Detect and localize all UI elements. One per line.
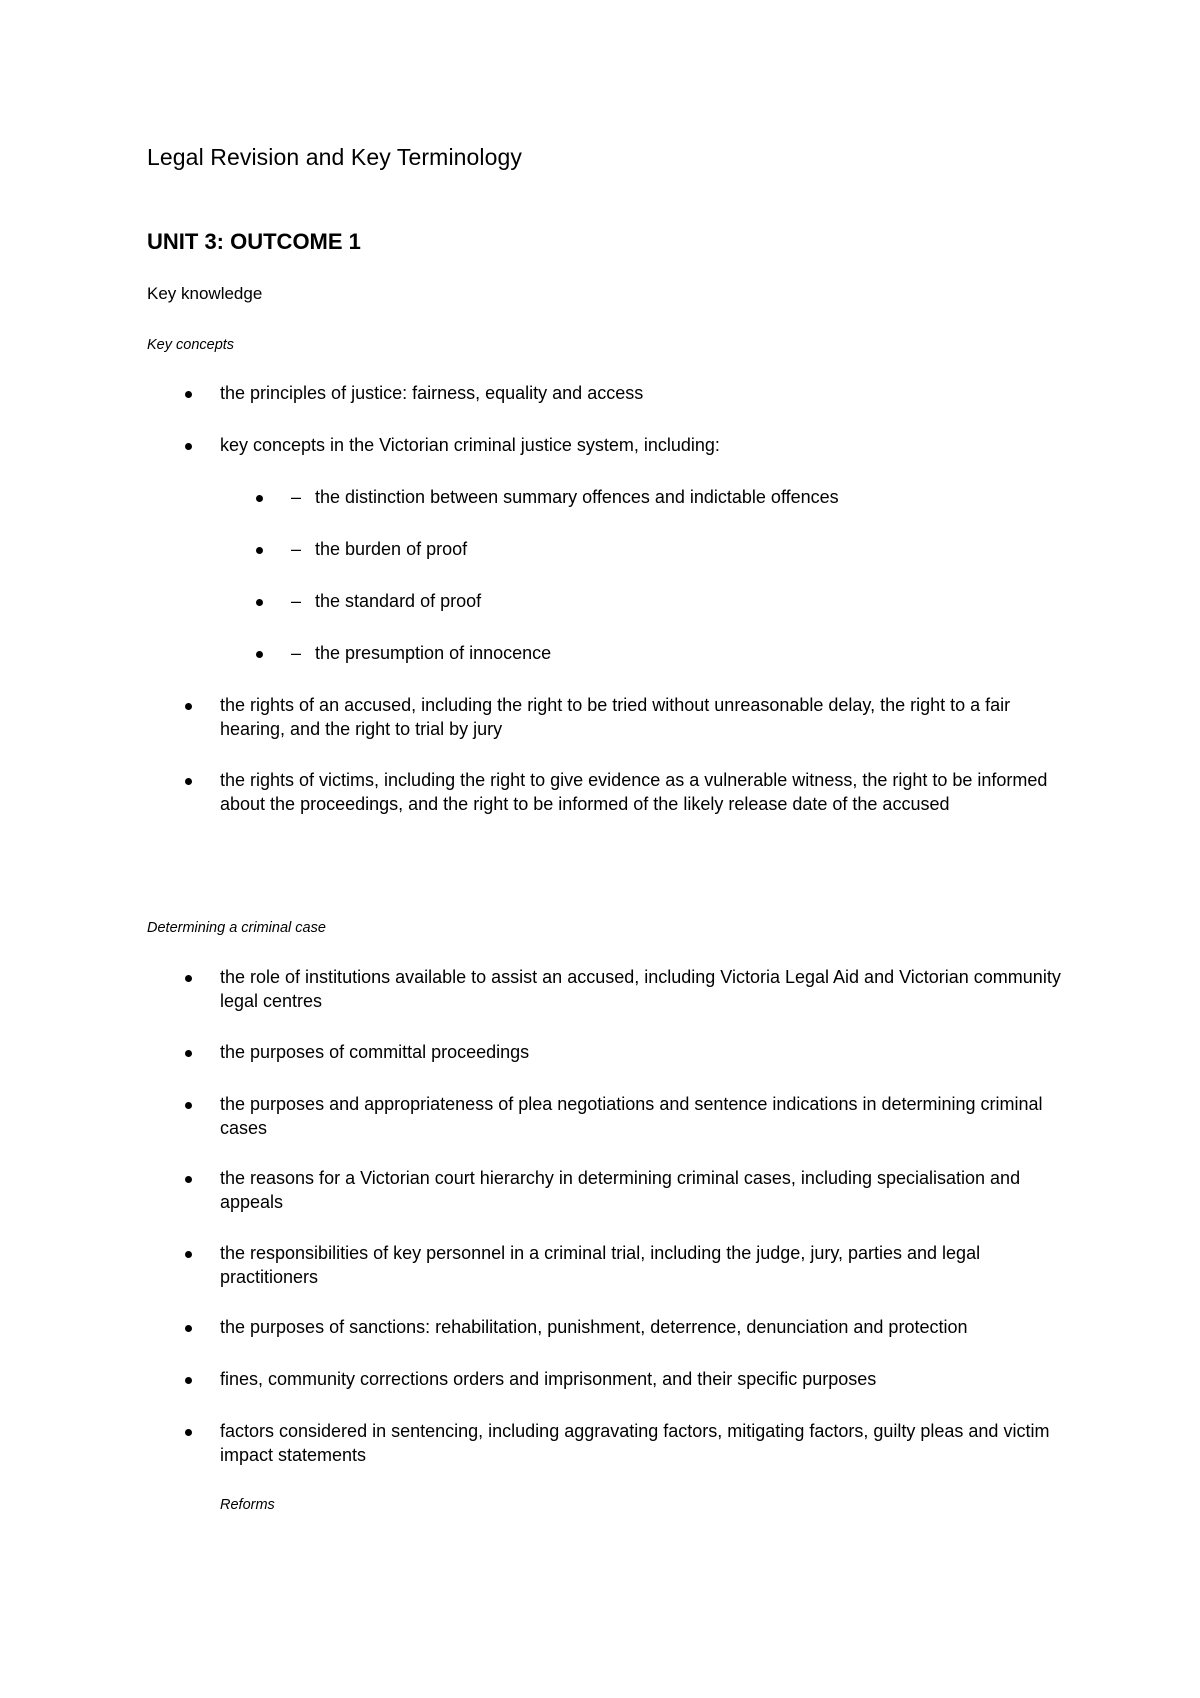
key-concepts-label: Key concepts (147, 337, 235, 353)
dash-icon: – (291, 643, 302, 663)
bullet-icon (185, 975, 192, 982)
bullet-icon (256, 599, 263, 606)
list-item: fines, community corrections orders and imprisonment, and their specific purposes (220, 1369, 877, 1389)
bullet-icon (185, 778, 192, 785)
list-item: the reasons for a Victorian court hierarchy in determining criminal cases, including specialisation and appeals (220, 1168, 1021, 1212)
list-item: the purposes of sanctions: rehabilitation, punishment, deterrence, denunciation and protection (220, 1317, 968, 1337)
list-item: the rights of victims, including the right to give evidence as a vulnerable witness, the right to be informed about the proceedings, and the right to be informed of the likely release date of the accused (220, 770, 1048, 814)
sub-list-item: the presumption of innocence (315, 643, 552, 663)
determining-case-label: Determining a criminal case (147, 920, 326, 936)
sub-list-item: the standard of proof (315, 591, 482, 611)
bullet-icon (185, 1429, 192, 1436)
bullet-icon (256, 495, 263, 502)
unit-heading: UNIT 3: OUTCOME 1 (147, 229, 361, 254)
sub-list-item: the distinction between summary offences and indictable offences (315, 487, 839, 507)
list-item: the rights of an accused, including the right to be tried without unreasonable delay, the right to a fair hearing, and the right to trial by jury (220, 695, 1011, 739)
list-item: the purposes and appropriateness of plea negotiations and sentence indications in determining criminal cases (220, 1094, 1043, 1138)
document-title: Legal Revision and Key Terminology (147, 144, 523, 170)
reforms-label: Reforms (220, 1497, 275, 1513)
list-item: the purposes of committal proceedings (220, 1042, 530, 1062)
list-item: key concepts in the Victorian criminal justice system, including: (220, 435, 720, 455)
bullet-icon (185, 391, 192, 398)
bullet-icon (256, 651, 263, 658)
bullet-icon (185, 1176, 192, 1183)
bullet-icon (185, 443, 192, 450)
list-item: factors considered in sentencing, including aggravating factors, mitigating factors, guilty pleas and victim impact statements (220, 1421, 1050, 1465)
dash-icon: – (291, 591, 302, 611)
bullet-icon (185, 703, 192, 710)
bullet-icon (256, 547, 263, 554)
dash-icon: – (291, 539, 302, 559)
bullet-icon (185, 1377, 192, 1384)
dash-icon: – (291, 487, 302, 507)
bullet-icon (185, 1050, 192, 1057)
bullet-icon (185, 1102, 192, 1109)
list-item: the role of institutions available to assist an accused, including Victoria Legal Aid and Victorian community legal centres (220, 967, 1061, 1011)
bullet-icon (185, 1251, 192, 1258)
list-item: the responsibilities of key personnel in a criminal trial, including the judge, jury, parties and legal practitioners (220, 1243, 981, 1287)
bullet-icon (185, 1325, 192, 1332)
list-item: the principles of justice: fairness, equality and access (220, 383, 644, 403)
sub-list-item: the burden of proof (315, 539, 468, 559)
key-knowledge-heading: Key knowledge (147, 284, 263, 303)
